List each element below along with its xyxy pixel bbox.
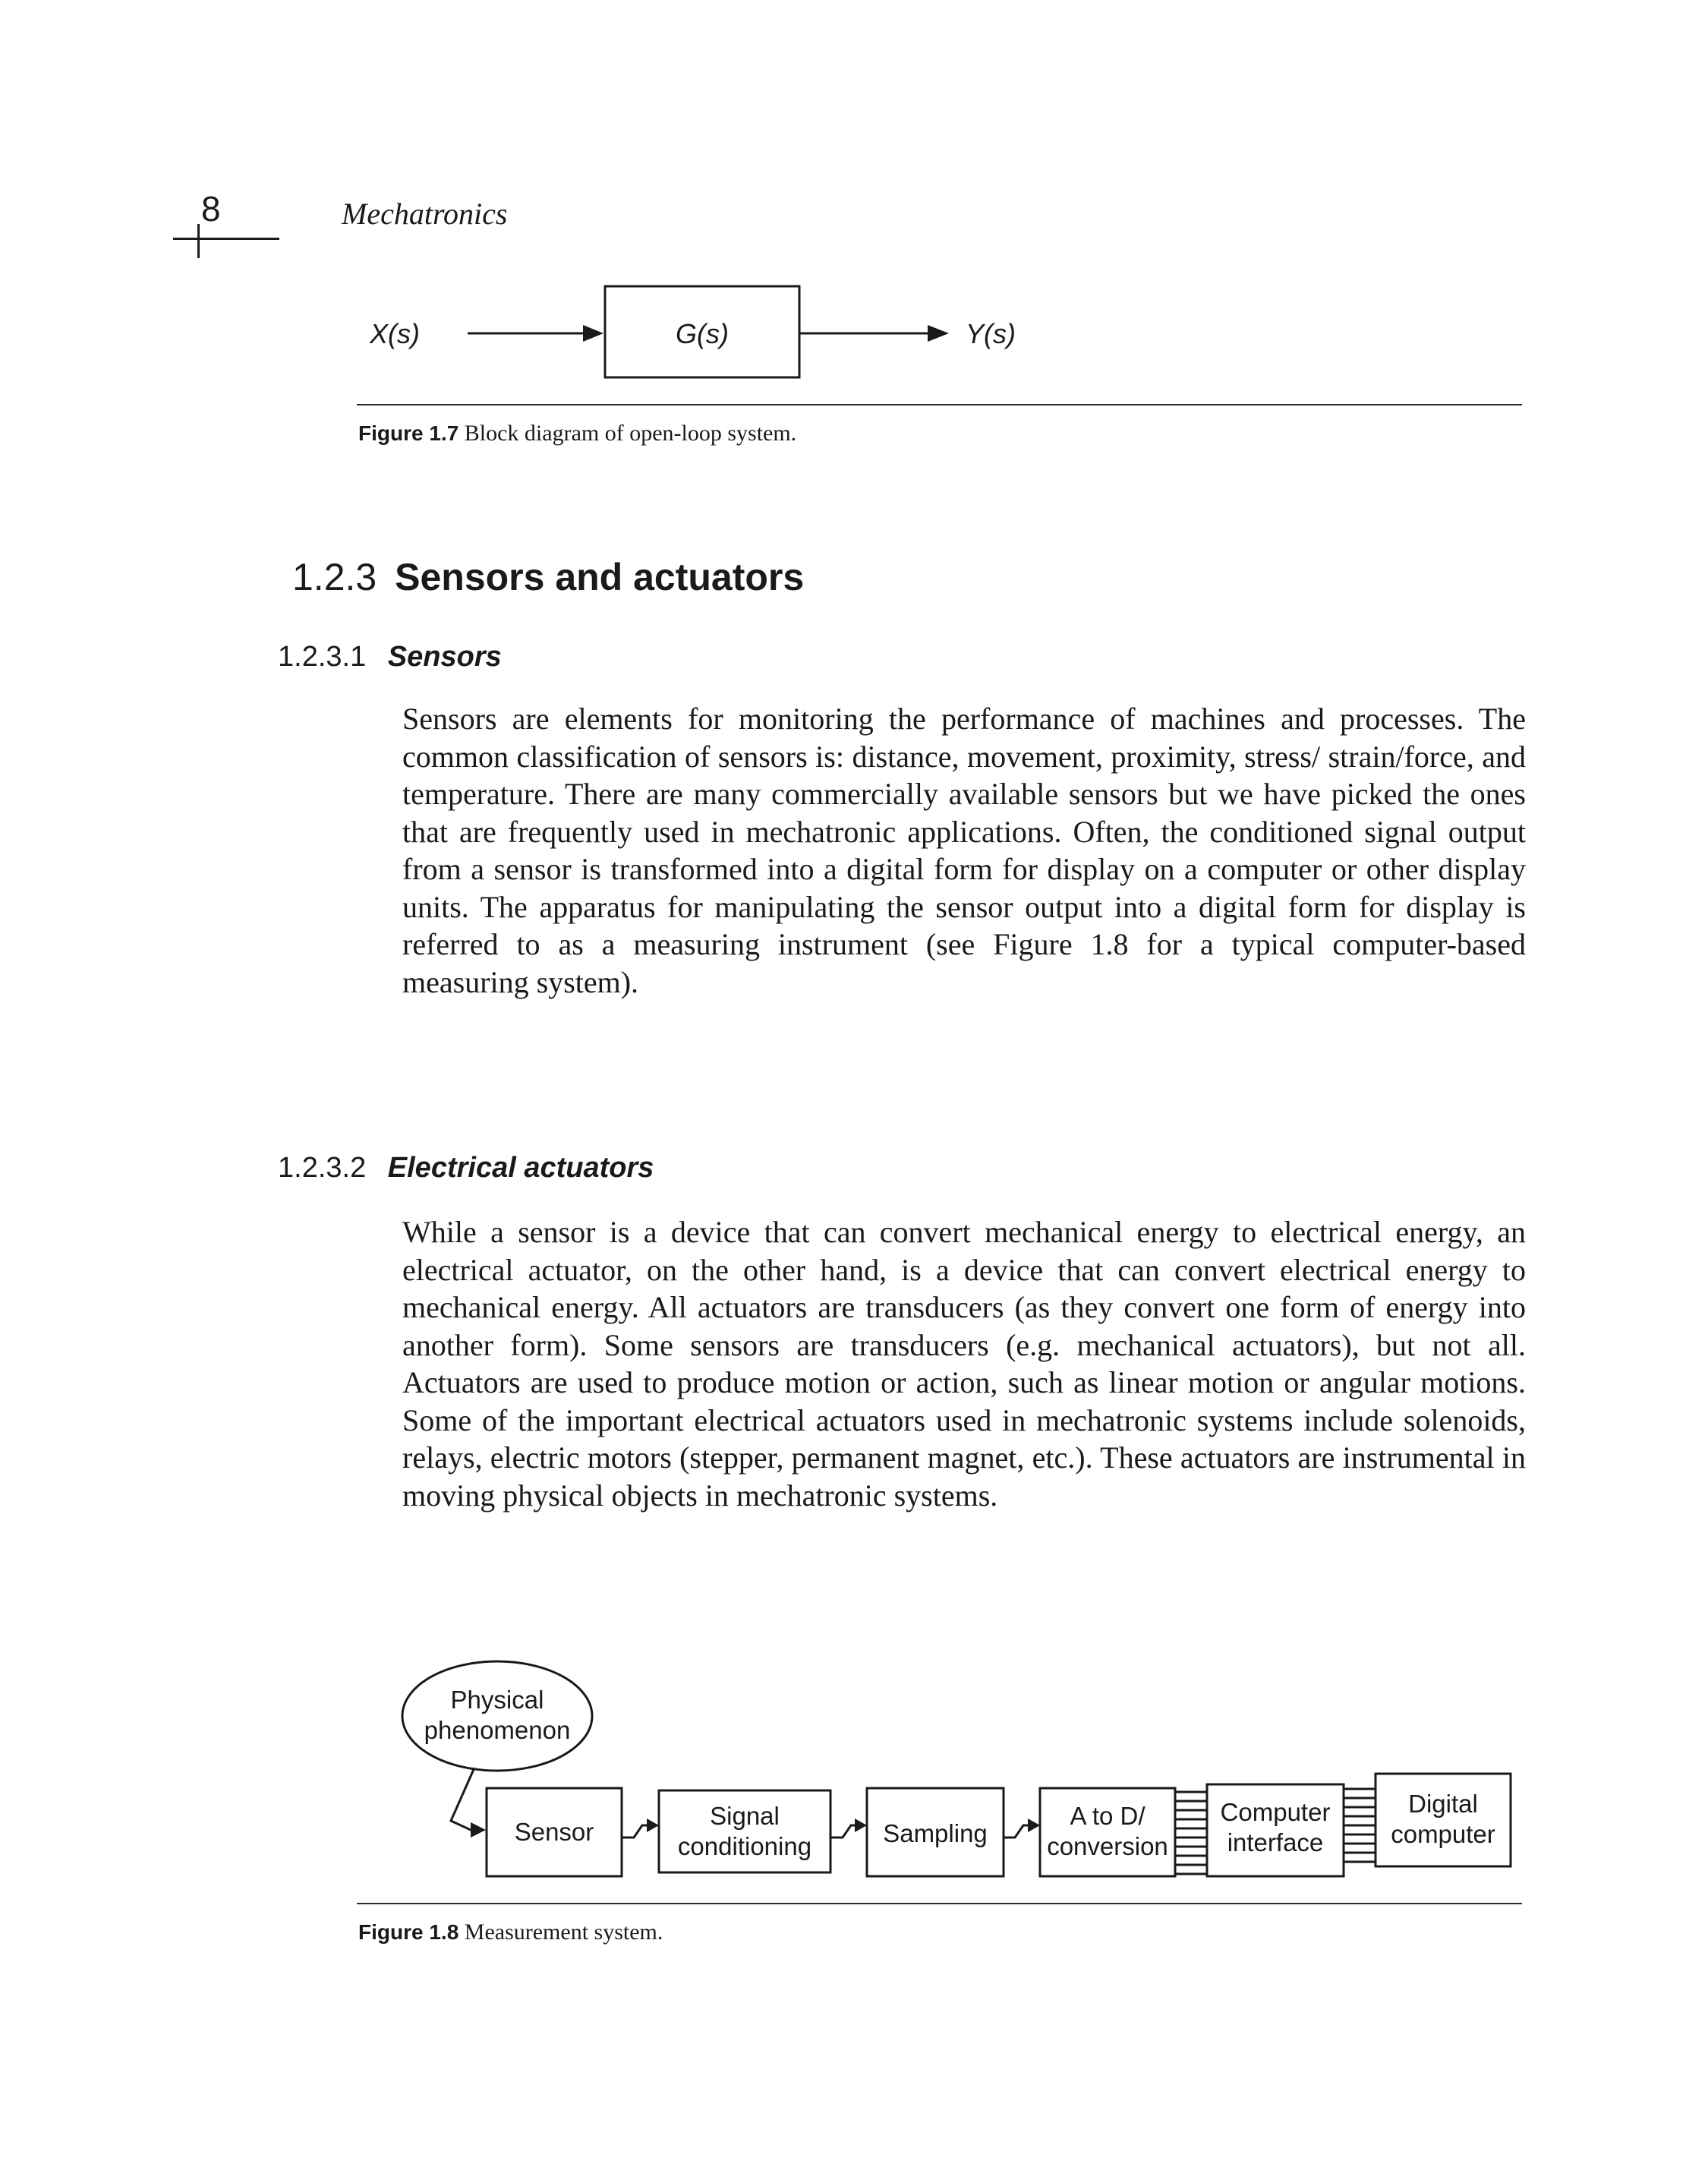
phenomenon-arrow bbox=[451, 1768, 480, 1830]
figure-1-7-rule bbox=[357, 404, 1522, 405]
input-label: X(s) bbox=[370, 318, 420, 349]
figure-1-8-caption-label: Figure 1.8 bbox=[358, 1920, 459, 1944]
output-arrowhead bbox=[928, 325, 949, 342]
figure-1-8-caption-text: Measurement system. bbox=[464, 1920, 663, 1945]
subsection-title: Sensors bbox=[387, 641, 502, 673]
figure-1-7-caption-text: Block diagram of open-loop system. bbox=[464, 421, 797, 446]
block-label: G(s) bbox=[676, 318, 729, 349]
subsection-heading-actuators bbox=[278, 1153, 654, 1182]
sampling-label: Sampling bbox=[883, 1819, 988, 1847]
computer-label-2: computer bbox=[1391, 1820, 1495, 1848]
subsection-title: Electrical actuators bbox=[387, 1152, 654, 1184]
bus-interface-computer bbox=[1344, 1789, 1376, 1862]
sensors-paragraph: Sensors are elements for monitoring the performance of machines and processes. The common classification of sensors is: distance, movement, proximity, stress/ strain/force, and temperature. There are many commercially available sensors but we have picked the ones that are frequently used in mechatronic applications. Often, the conditioned signal output from a sensor is transformed into a digital form for display on a computer or other display units. The apparatus for manipulating the sensor output into a digital form for display is referred to as a measuring instrument (see Figure 1.8 for a typical computer-based measuring system). bbox=[402, 702, 1526, 999]
sensor-label: Sensor bbox=[514, 1818, 594, 1846]
subsection-number: 1.2.3.2 bbox=[278, 1152, 367, 1184]
figure-1-7-diagram bbox=[0, 0, 1708, 425]
figure-1-8-diagram bbox=[0, 1632, 1708, 1913]
figure-1-8-rule bbox=[357, 1903, 1522, 1904]
computer-label-1: Digital bbox=[1408, 1790, 1478, 1818]
signal-label-1: Signal bbox=[710, 1802, 780, 1830]
signal-label-2: conditioning bbox=[677, 1832, 812, 1860]
section-title: Sensors and actuators bbox=[395, 556, 805, 598]
arrowhead-sensor-signal bbox=[647, 1819, 659, 1832]
page-number: 8 bbox=[201, 189, 221, 229]
figure-1-7-caption-label: Figure 1.7 bbox=[358, 421, 459, 445]
output-label: Y(s) bbox=[966, 318, 1016, 349]
phenomenon-arrowhead bbox=[471, 1822, 486, 1838]
atod-label-1: A to D/ bbox=[1070, 1802, 1145, 1830]
subsection-heading-sensors bbox=[278, 642, 502, 671]
bus-atod-interface bbox=[1175, 1792, 1207, 1874]
interface-label-1: Computer bbox=[1220, 1798, 1331, 1826]
figure-1-8-caption bbox=[358, 1919, 663, 1946]
running-head: Mechatronics bbox=[342, 197, 508, 231]
atod-label-2: conversion bbox=[1047, 1832, 1168, 1860]
actuators-paragraph: While a sensor is a device that can convert mechanical energy to electrical energy, an electrical actuator, on the other hand, is a device that can convert electrical energy to mechanical energy. All actuators are transducers (as they convert one form of energy into another form). Some sensors are transducers (e.g. mechanical actuators), but not all. Actuators are used to produce motion or action, such as linear motion or angular motions. Some of the important electrical actuators used in mechatronic systems include solenoids, relays, electric motors (stepper, permanent magnet, etc.). These actuators are instrumental in moving physical objects in mechatronic systems. bbox=[402, 1215, 1526, 1513]
section-heading bbox=[292, 558, 804, 596]
arrowhead-sampling-atod bbox=[1028, 1819, 1040, 1832]
figure-1-7-caption bbox=[358, 420, 796, 447]
section-number: 1.2.3 bbox=[292, 556, 377, 598]
subsection-number: 1.2.3.1 bbox=[278, 641, 367, 673]
interface-label-2: interface bbox=[1227, 1828, 1324, 1856]
phenomenon-label-2: phenomenon bbox=[424, 1716, 571, 1744]
input-arrowhead bbox=[583, 325, 603, 342]
phenomenon-label-1: Physical bbox=[450, 1686, 544, 1714]
arrowhead-signal-sampling bbox=[855, 1819, 867, 1832]
